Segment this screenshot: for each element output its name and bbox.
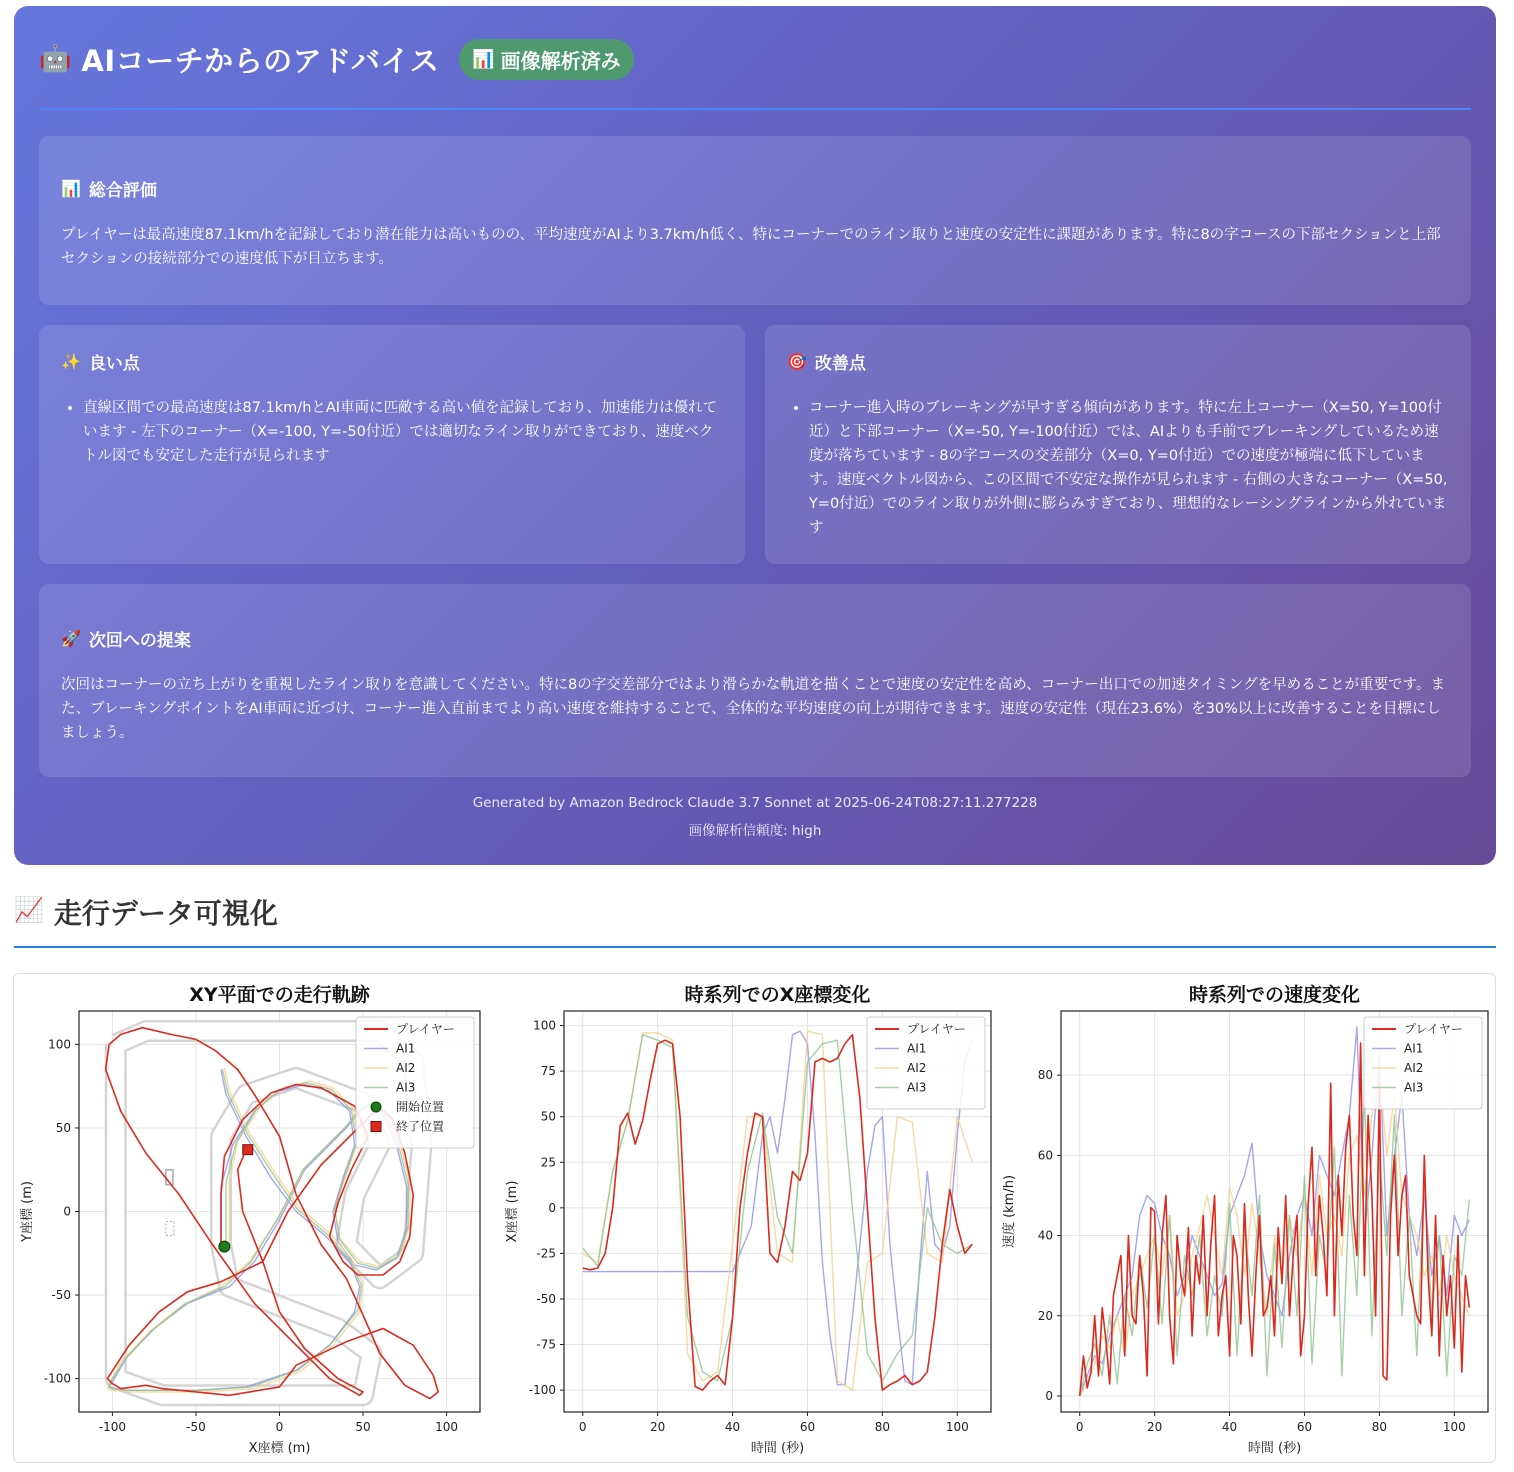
legend-label: AI1 xyxy=(1404,1041,1424,1056)
x-tick-label: 20 xyxy=(649,1420,666,1434)
y-tick-label: 0 xyxy=(1045,1388,1053,1403)
x-tick-label: 0 xyxy=(1075,1420,1084,1434)
chart-2 xyxy=(504,983,991,1456)
ai-coach-advice-panel xyxy=(14,6,1496,865)
x-tick-label: 40 xyxy=(1221,1420,1238,1434)
good-point-item: • 直線区間での最高速度は87.1km/hとAI車両に匹敵する高い値を記録しており、加速能力は優れています - 左下のコーナー（X=-100, Y=-50付近）では適切なライン取りができており、速度ベクトル図でも安定した走行が見られます xyxy=(83,396,723,468)
y-tick-label: -100 xyxy=(528,1383,556,1398)
grid-marker xyxy=(166,1222,174,1236)
legend-label: AI1 xyxy=(396,1041,416,1056)
robot-icon: 🤖 xyxy=(39,44,72,74)
legend-label: AI1 xyxy=(907,1041,927,1056)
y-tick-label: 100 xyxy=(48,1037,71,1052)
overall-evaluation-card xyxy=(39,136,1471,305)
y-tick-label: -50 xyxy=(536,1291,556,1306)
series-line-AI3 xyxy=(1080,1095,1470,1396)
chart-title: XY平面での走行軌跡 xyxy=(189,984,370,1006)
trend-chart-icon: 📈 xyxy=(14,896,44,924)
x-axis-label: X座標 (m) xyxy=(248,1441,311,1456)
y-axis-label: 速度 (km/h) xyxy=(1002,1174,1017,1249)
y-tick-label: 20 xyxy=(1037,1308,1053,1323)
y-tick-label: -75 xyxy=(536,1337,556,1352)
next-suggestion-text: 次回はコーナーの立ち上がりを重視したライン取りを意識してください。特に8の字交差部分ではより滑らかな軌道を描くことで速度の安定性を高め、コーナー出口での加速タイミングを早めることが重要です。また、ブレーキングポイントをAI車両に近づけ、コーナー進入直前までより高い速度を維持することで、全体的な平均速度の向上が期待できます。速度の安定性（現在23.6%）を30%以上に改善することを目標にしましょう。 xyxy=(61,677,1445,741)
legend-label: 終了位置 xyxy=(396,1119,445,1134)
y-axis-label: X座標 (m) xyxy=(505,1180,520,1243)
good-points-title: 良い点 xyxy=(88,354,140,374)
advice-title: AIコーチからのアドバイス xyxy=(81,43,440,78)
chart-3 xyxy=(1001,983,1488,1456)
good-points-card xyxy=(39,325,745,564)
legend-label: AI3 xyxy=(907,1080,927,1095)
generated-by-text: Generated by Amazon Bedrock Claude 3.7 Sonnet at 2025-06-24T08:27:11.277228 xyxy=(472,795,1038,811)
x-tick-label: -50 xyxy=(186,1420,206,1434)
y-axis-label: Y座標 (m) xyxy=(20,1181,35,1242)
y-tick-label: 0 xyxy=(63,1204,71,1219)
legend-swatch-end xyxy=(371,1122,381,1132)
legend-swatch-start xyxy=(371,1102,381,1112)
sparkles-icon: ✨ xyxy=(61,352,81,371)
x-tick-label: 80 xyxy=(1371,1420,1388,1434)
x-tick-label: 20 xyxy=(1146,1420,1163,1434)
bar-chart-icon: 📊 xyxy=(61,179,81,198)
y-tick-label: 0 xyxy=(548,1200,556,1215)
legend-label: AI3 xyxy=(1404,1080,1424,1095)
x-tick-label: 0 xyxy=(578,1420,587,1434)
x-tick-label: 60 xyxy=(1296,1420,1313,1434)
y-tick-label: 80 xyxy=(1037,1068,1053,1083)
y-tick-label: 40 xyxy=(1037,1228,1053,1243)
overall-evaluation-text: プレイヤーは最高速度87.1km/hを記録しており潜在能力は高いものの、平均速度がAIより3.7km/h低く、特にコーナーでのライン取りと速度の安定性に課題があります。特に8の字コースの下部セクションと上部セクションの接続部分での速度低下が目立ちます。 xyxy=(61,227,1441,267)
good-points-heading xyxy=(61,349,723,374)
next-suggestion-heading xyxy=(61,626,1449,651)
chart-title: 時系列でのX座標変化 xyxy=(684,984,871,1006)
y-tick-label: 100 xyxy=(533,1018,556,1033)
next-suggestion-card xyxy=(39,584,1471,777)
improvement-points-heading xyxy=(787,349,1449,374)
legend-label: プレイヤー xyxy=(1404,1022,1463,1036)
bar-chart-icon: 📊 xyxy=(472,48,495,70)
legend-label: AI2 xyxy=(1404,1061,1424,1075)
x-tick-label: -100 xyxy=(98,1420,127,1434)
y-tick-label: -100 xyxy=(43,1371,71,1386)
x-axis-label: 時間 (秒) xyxy=(750,1441,805,1456)
x-tick-label: 100 xyxy=(945,1420,969,1434)
x-tick-label: 50 xyxy=(355,1420,371,1434)
x-tick-label: 100 xyxy=(1442,1420,1466,1434)
x-tick-label: 0 xyxy=(275,1420,284,1434)
overall-evaluation-title: 総合評価 xyxy=(88,181,157,201)
y-tick-label: 50 xyxy=(55,1120,71,1135)
legend-label: 開始位置 xyxy=(396,1100,445,1114)
charts-svg xyxy=(14,974,1495,1462)
legend-label: AI2 xyxy=(907,1061,927,1075)
next-suggestion-title: 次回への提案 xyxy=(88,631,191,651)
improvement-point-item: • コーナー進入時のブレーキングが早すぎる傾向があります。特に左上コーナー（X=50, Y=100付近）と下部コーナー（X=-50, Y=-100付近）では、AIよりも手前でブレーキングしているため速度が落ちています - 8の字コースの交差部分（X=0, Y=0付近）での速度が極端に低下しています。速度ベクトル図から、この区間で不安定な操作が見られます - 右側の大きなコーナー（X=50, Y=0付近）でのライン取りが外側に膨らみすぎており、理想的なレーシングラインから外れています xyxy=(809,396,1449,540)
chart-1 xyxy=(19,983,480,1456)
x-tick-label: 40 xyxy=(724,1420,741,1434)
chart-title: 時系列での速度変化 xyxy=(1188,984,1361,1006)
x-tick-label: 60 xyxy=(799,1420,816,1434)
improvement-points-title: 改善点 xyxy=(814,354,866,374)
legend-label: AI3 xyxy=(396,1080,416,1095)
improvement-points-list xyxy=(787,396,1449,540)
advice-header xyxy=(39,6,1471,110)
charts-figure xyxy=(13,973,1496,1463)
improvement-points-card xyxy=(765,325,1471,564)
visualization-section-title xyxy=(14,892,1496,948)
legend-label: プレイヤー xyxy=(396,1022,455,1036)
x-tick-label: 80 xyxy=(874,1420,891,1434)
y-tick-label: -25 xyxy=(536,1246,556,1261)
overall-evaluation-heading xyxy=(61,176,1449,201)
analysis-confidence-text: 画像解析信頼度: high xyxy=(688,823,822,839)
legend-label: プレイヤー xyxy=(907,1022,966,1036)
image-analyzed-badge xyxy=(459,39,633,80)
badge-label: 画像解析済み xyxy=(500,48,621,73)
visualization-title: 走行データ可視化 xyxy=(53,897,278,930)
y-tick-label: 25 xyxy=(540,1155,556,1170)
x-tick-label: 100 xyxy=(435,1420,459,1434)
y-tick-label: 60 xyxy=(1037,1148,1053,1163)
legend-label: AI2 xyxy=(396,1061,416,1075)
target-icon: 🎯 xyxy=(787,352,807,371)
rocket-icon: 🚀 xyxy=(61,629,81,648)
start-point-marker xyxy=(219,1241,230,1252)
end-point-marker xyxy=(243,1145,253,1155)
good-points-list xyxy=(61,396,723,468)
x-axis-label: 時間 (秒) xyxy=(1247,1441,1302,1456)
y-tick-label: 75 xyxy=(540,1064,556,1079)
y-tick-label: -50 xyxy=(51,1288,71,1303)
y-tick-label: 50 xyxy=(540,1109,556,1124)
